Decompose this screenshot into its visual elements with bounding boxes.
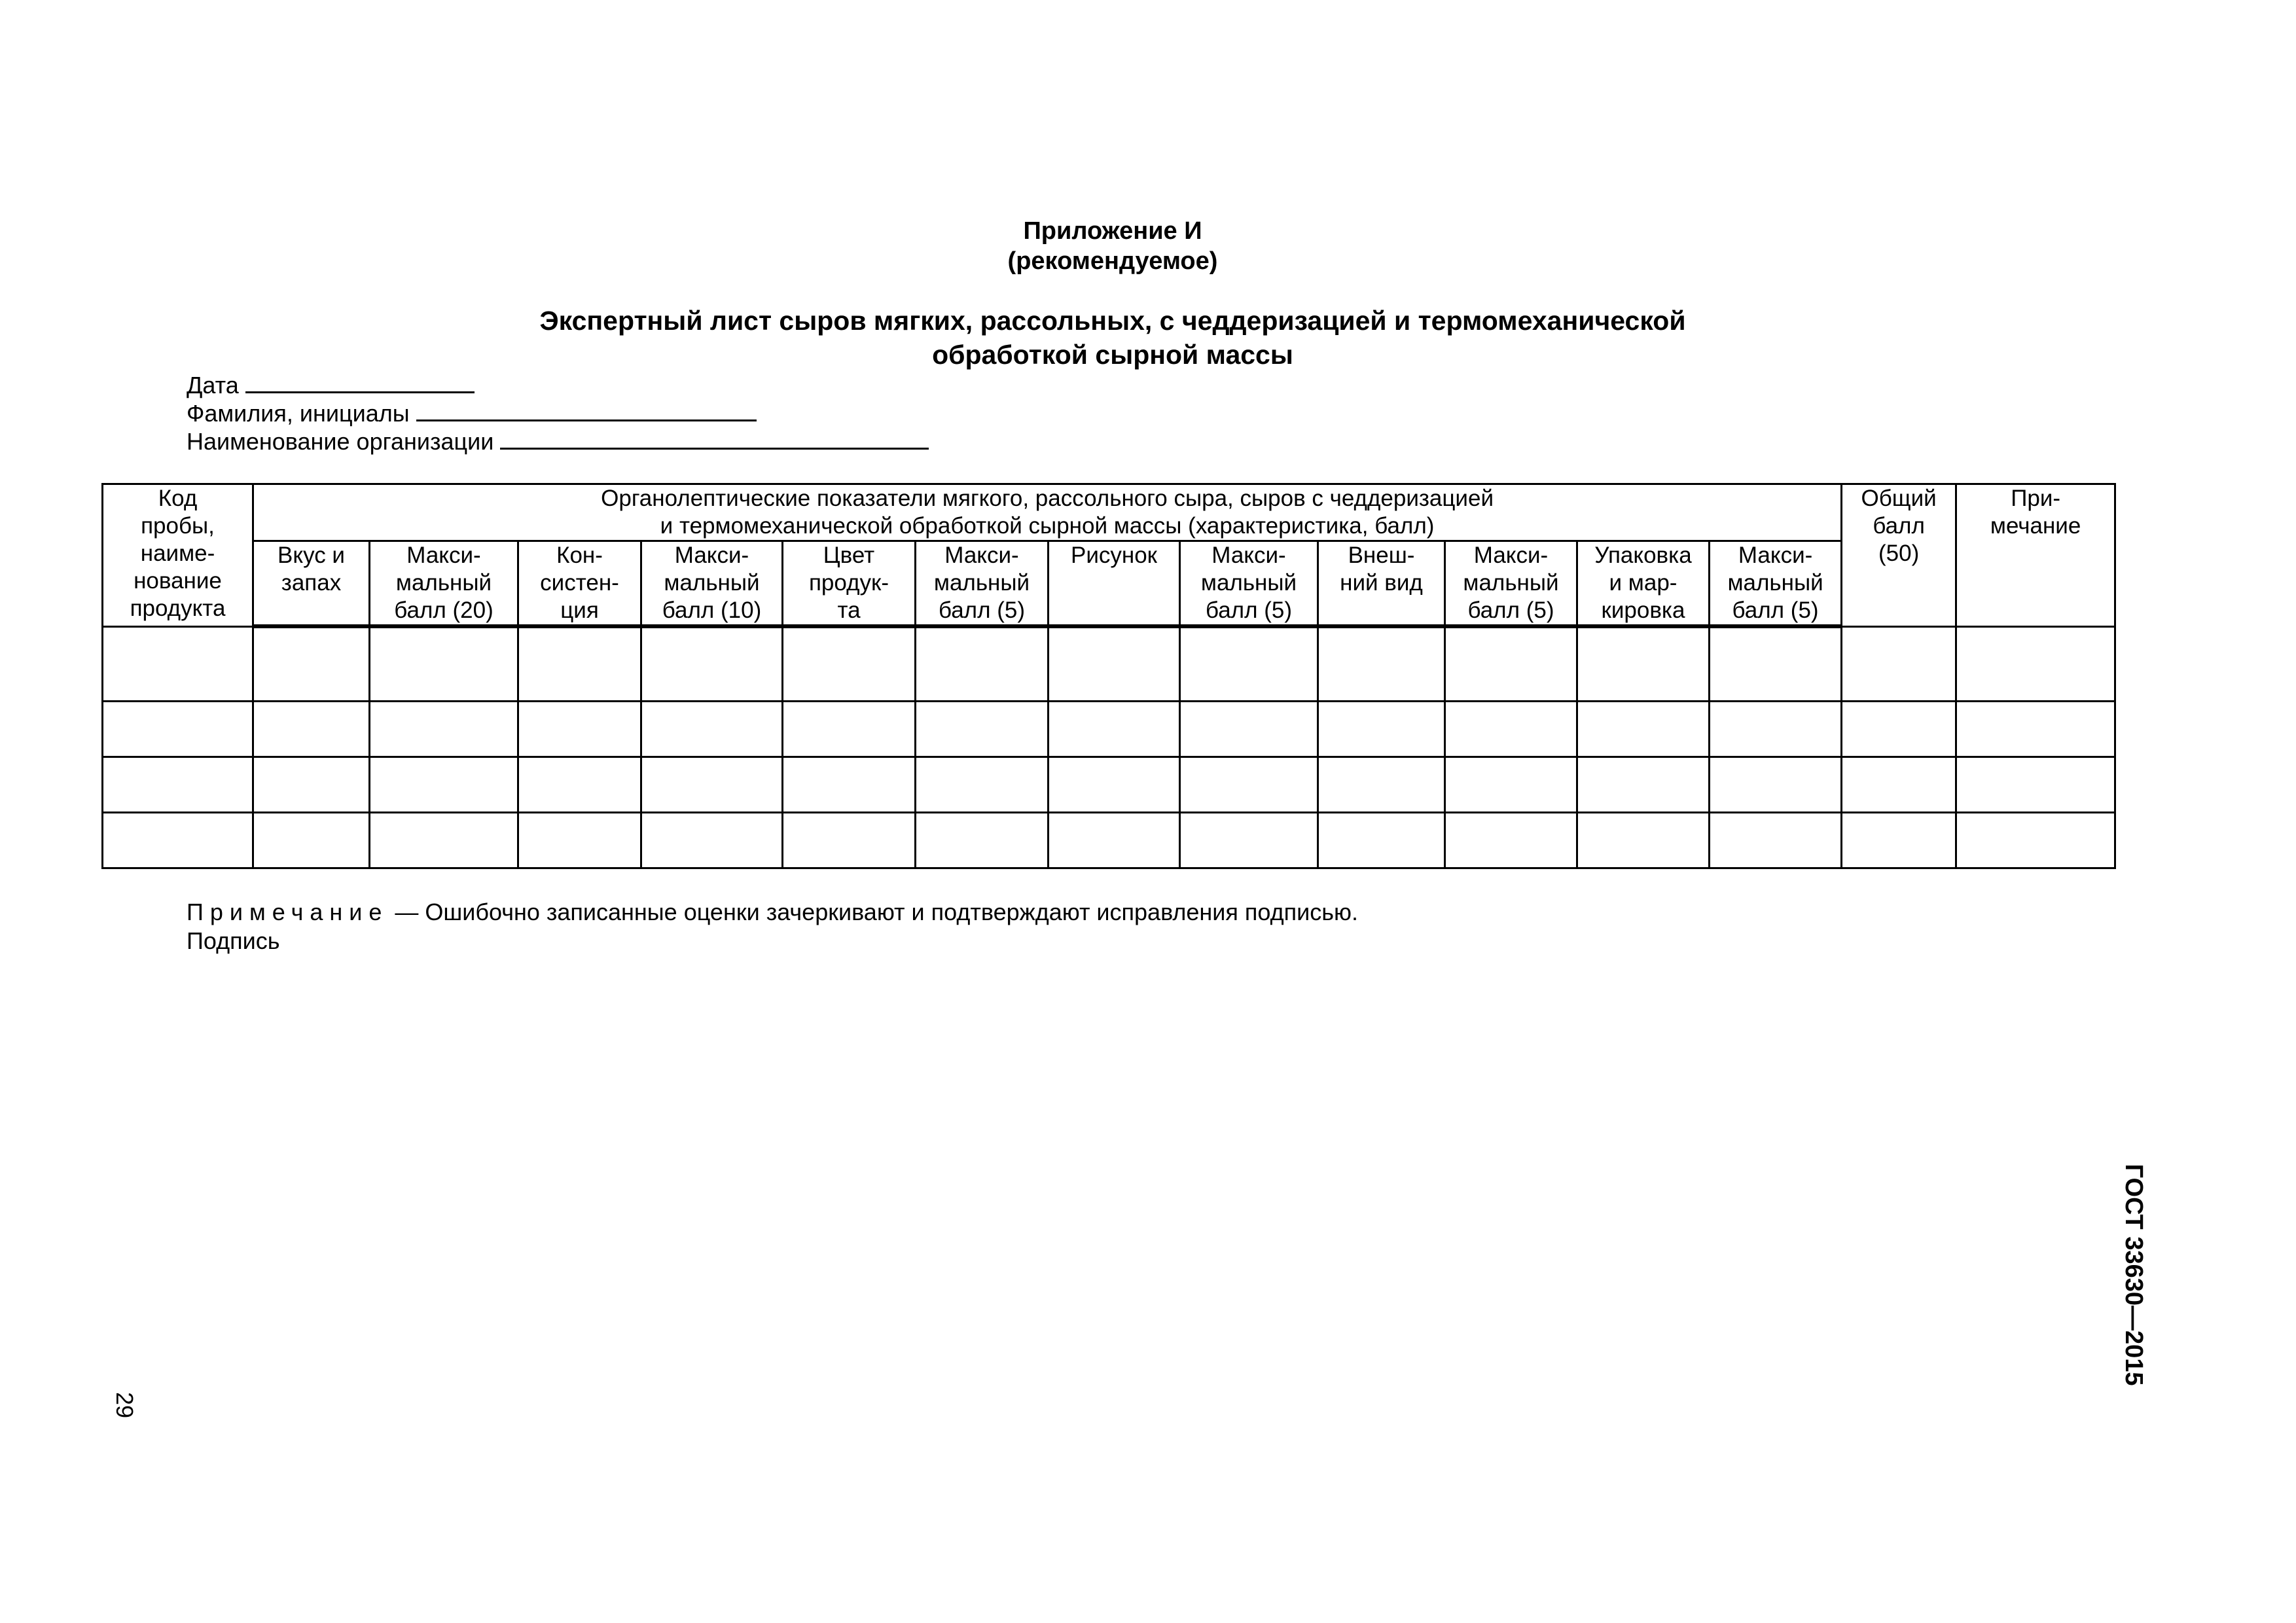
table-cell[interactable] bbox=[1445, 813, 1577, 868]
max-score-appearance-header: Макси- мальный балл (5) bbox=[1445, 541, 1577, 627]
page-number: 29 bbox=[111, 1391, 138, 1419]
table-cell[interactable] bbox=[916, 757, 1049, 813]
table-cell[interactable] bbox=[103, 813, 253, 868]
note-label: Примечание bbox=[187, 899, 389, 925]
table-cell[interactable] bbox=[916, 702, 1049, 757]
max-score-color-header: Макси- мальный балл (5) bbox=[916, 541, 1049, 627]
table-cell[interactable] bbox=[103, 626, 253, 702]
table-cell[interactable] bbox=[1842, 702, 1956, 757]
table-cell[interactable] bbox=[783, 757, 916, 813]
table-cell[interactable] bbox=[1956, 626, 2115, 702]
table-cell[interactable] bbox=[641, 757, 783, 813]
table-cell[interactable] bbox=[518, 757, 641, 813]
table-cell[interactable] bbox=[783, 813, 916, 868]
table-cell[interactable] bbox=[1577, 702, 1710, 757]
signature-label: Подпись bbox=[187, 927, 280, 954]
table-cell[interactable] bbox=[518, 813, 641, 868]
name-label: Фамилия, инициалы bbox=[187, 400, 410, 427]
table-cell[interactable] bbox=[641, 702, 783, 757]
table-row bbox=[103, 813, 2115, 868]
table-cell[interactable] bbox=[641, 626, 783, 702]
name-field bbox=[187, 397, 757, 428]
table-cell[interactable] bbox=[370, 757, 518, 813]
max-score-packaging-header: Макси- мальный балл (5) bbox=[1710, 541, 1842, 627]
total-score-header: Общий балл (50) bbox=[1842, 484, 1956, 627]
organization-blank-line[interactable] bbox=[500, 425, 929, 450]
organoleptic-group-header: Органолептические показатели мягкого, рассольного сыра, сыров с чеддеризацией и термомеханической обработкой сырной массы (характеристика, балл) bbox=[253, 484, 1842, 541]
max-score-pattern-header: Макси- мальный балл (5) bbox=[1180, 541, 1318, 627]
table-cell[interactable] bbox=[370, 813, 518, 868]
organization-label: Наименование организации bbox=[187, 428, 494, 455]
date-label: Дата bbox=[187, 372, 239, 399]
table-cell[interactable] bbox=[1318, 626, 1445, 702]
table-cell[interactable] bbox=[1577, 626, 1710, 702]
consistency-header: Кон- систен- ция bbox=[518, 541, 641, 627]
table-cell[interactable] bbox=[1577, 757, 1710, 813]
table-cell[interactable] bbox=[1710, 813, 1842, 868]
table-cell[interactable] bbox=[1180, 626, 1318, 702]
table-cell[interactable] bbox=[103, 757, 253, 813]
table-cell[interactable] bbox=[518, 626, 641, 702]
table-cell[interactable] bbox=[916, 813, 1049, 868]
table-row bbox=[103, 626, 2115, 702]
table-cell[interactable] bbox=[1180, 813, 1318, 868]
table-cell[interactable] bbox=[370, 702, 518, 757]
table-cell[interactable] bbox=[1710, 702, 1842, 757]
table-cell[interactable] bbox=[1842, 813, 1956, 868]
pattern-header: Рисунок bbox=[1049, 541, 1180, 627]
table-cell[interactable] bbox=[1956, 757, 2115, 813]
sheet-title bbox=[0, 304, 2225, 372]
table-cell[interactable] bbox=[1710, 626, 1842, 702]
table-cell[interactable] bbox=[253, 626, 370, 702]
table-cell[interactable] bbox=[1318, 702, 1445, 757]
table-cell[interactable] bbox=[916, 626, 1049, 702]
table-cell[interactable] bbox=[1318, 757, 1445, 813]
table-cell[interactable] bbox=[253, 702, 370, 757]
sample-code-header: Код пробы, наиме- нование продукта bbox=[103, 484, 253, 627]
table-cell[interactable] bbox=[370, 626, 518, 702]
table-row bbox=[103, 757, 2115, 813]
table-cell[interactable] bbox=[1842, 626, 1956, 702]
table-cell[interactable] bbox=[1956, 813, 2115, 868]
appearance-header: Внеш- ний вид bbox=[1318, 541, 1445, 627]
table-cell[interactable] bbox=[1049, 702, 1180, 757]
table-cell[interactable] bbox=[1445, 757, 1577, 813]
max-score-20-header: Макси- мальный балл (20) bbox=[370, 541, 518, 627]
date-field bbox=[187, 369, 475, 400]
note-text: — Ошибочно записанные оценки зачеркивают и подтверждают исправления подписью. bbox=[388, 899, 1358, 925]
table-cell[interactable] bbox=[1445, 702, 1577, 757]
table-cell[interactable] bbox=[518, 702, 641, 757]
sheet-title-line2: обработкой сырной массы bbox=[932, 340, 1293, 370]
note-paragraph bbox=[187, 898, 1358, 927]
table-cell[interactable] bbox=[783, 702, 916, 757]
standard-code: ГОСТ 33630—2015 bbox=[2120, 1164, 2147, 1386]
table-cell[interactable] bbox=[783, 626, 916, 702]
table-cell[interactable] bbox=[253, 813, 370, 868]
organization-field bbox=[187, 425, 929, 456]
name-blank-line[interactable] bbox=[416, 397, 757, 421]
appendix-type: (рекомендуемое) bbox=[1007, 247, 1218, 275]
table-cell[interactable] bbox=[103, 702, 253, 757]
table-cell[interactable] bbox=[1049, 757, 1180, 813]
table-cell[interactable] bbox=[1577, 813, 1710, 868]
table-cell[interactable] bbox=[1445, 626, 1577, 702]
table-cell[interactable] bbox=[1180, 757, 1318, 813]
table-cell[interactable] bbox=[1180, 702, 1318, 757]
table-cell[interactable] bbox=[641, 813, 783, 868]
table-cell[interactable] bbox=[1318, 813, 1445, 868]
date-blank-line[interactable] bbox=[245, 369, 475, 393]
sheet-title-line1: Экспертный лист сыров мягких, рассольных, с чеддеризацией и термомеханической bbox=[539, 306, 1686, 336]
evaluation-table bbox=[101, 483, 2116, 869]
table-cell[interactable] bbox=[1956, 702, 2115, 757]
table-cell[interactable] bbox=[253, 757, 370, 813]
remark-header: При- мечание bbox=[1956, 484, 2115, 627]
table-row bbox=[103, 702, 2115, 757]
taste-smell-header: Вкус и запах bbox=[253, 541, 370, 627]
table-cell[interactable] bbox=[1049, 813, 1180, 868]
appendix-title: Приложение И bbox=[1023, 217, 1202, 245]
color-header: Цвет продук- та bbox=[783, 541, 916, 627]
max-score-10-header: Макси- мальный балл (10) bbox=[641, 541, 783, 627]
packaging-header: Упаковка и мар- кировка bbox=[1577, 541, 1710, 627]
table-cell[interactable] bbox=[1842, 757, 1956, 813]
table-cell[interactable] bbox=[1710, 757, 1842, 813]
table-cell[interactable] bbox=[1049, 626, 1180, 702]
